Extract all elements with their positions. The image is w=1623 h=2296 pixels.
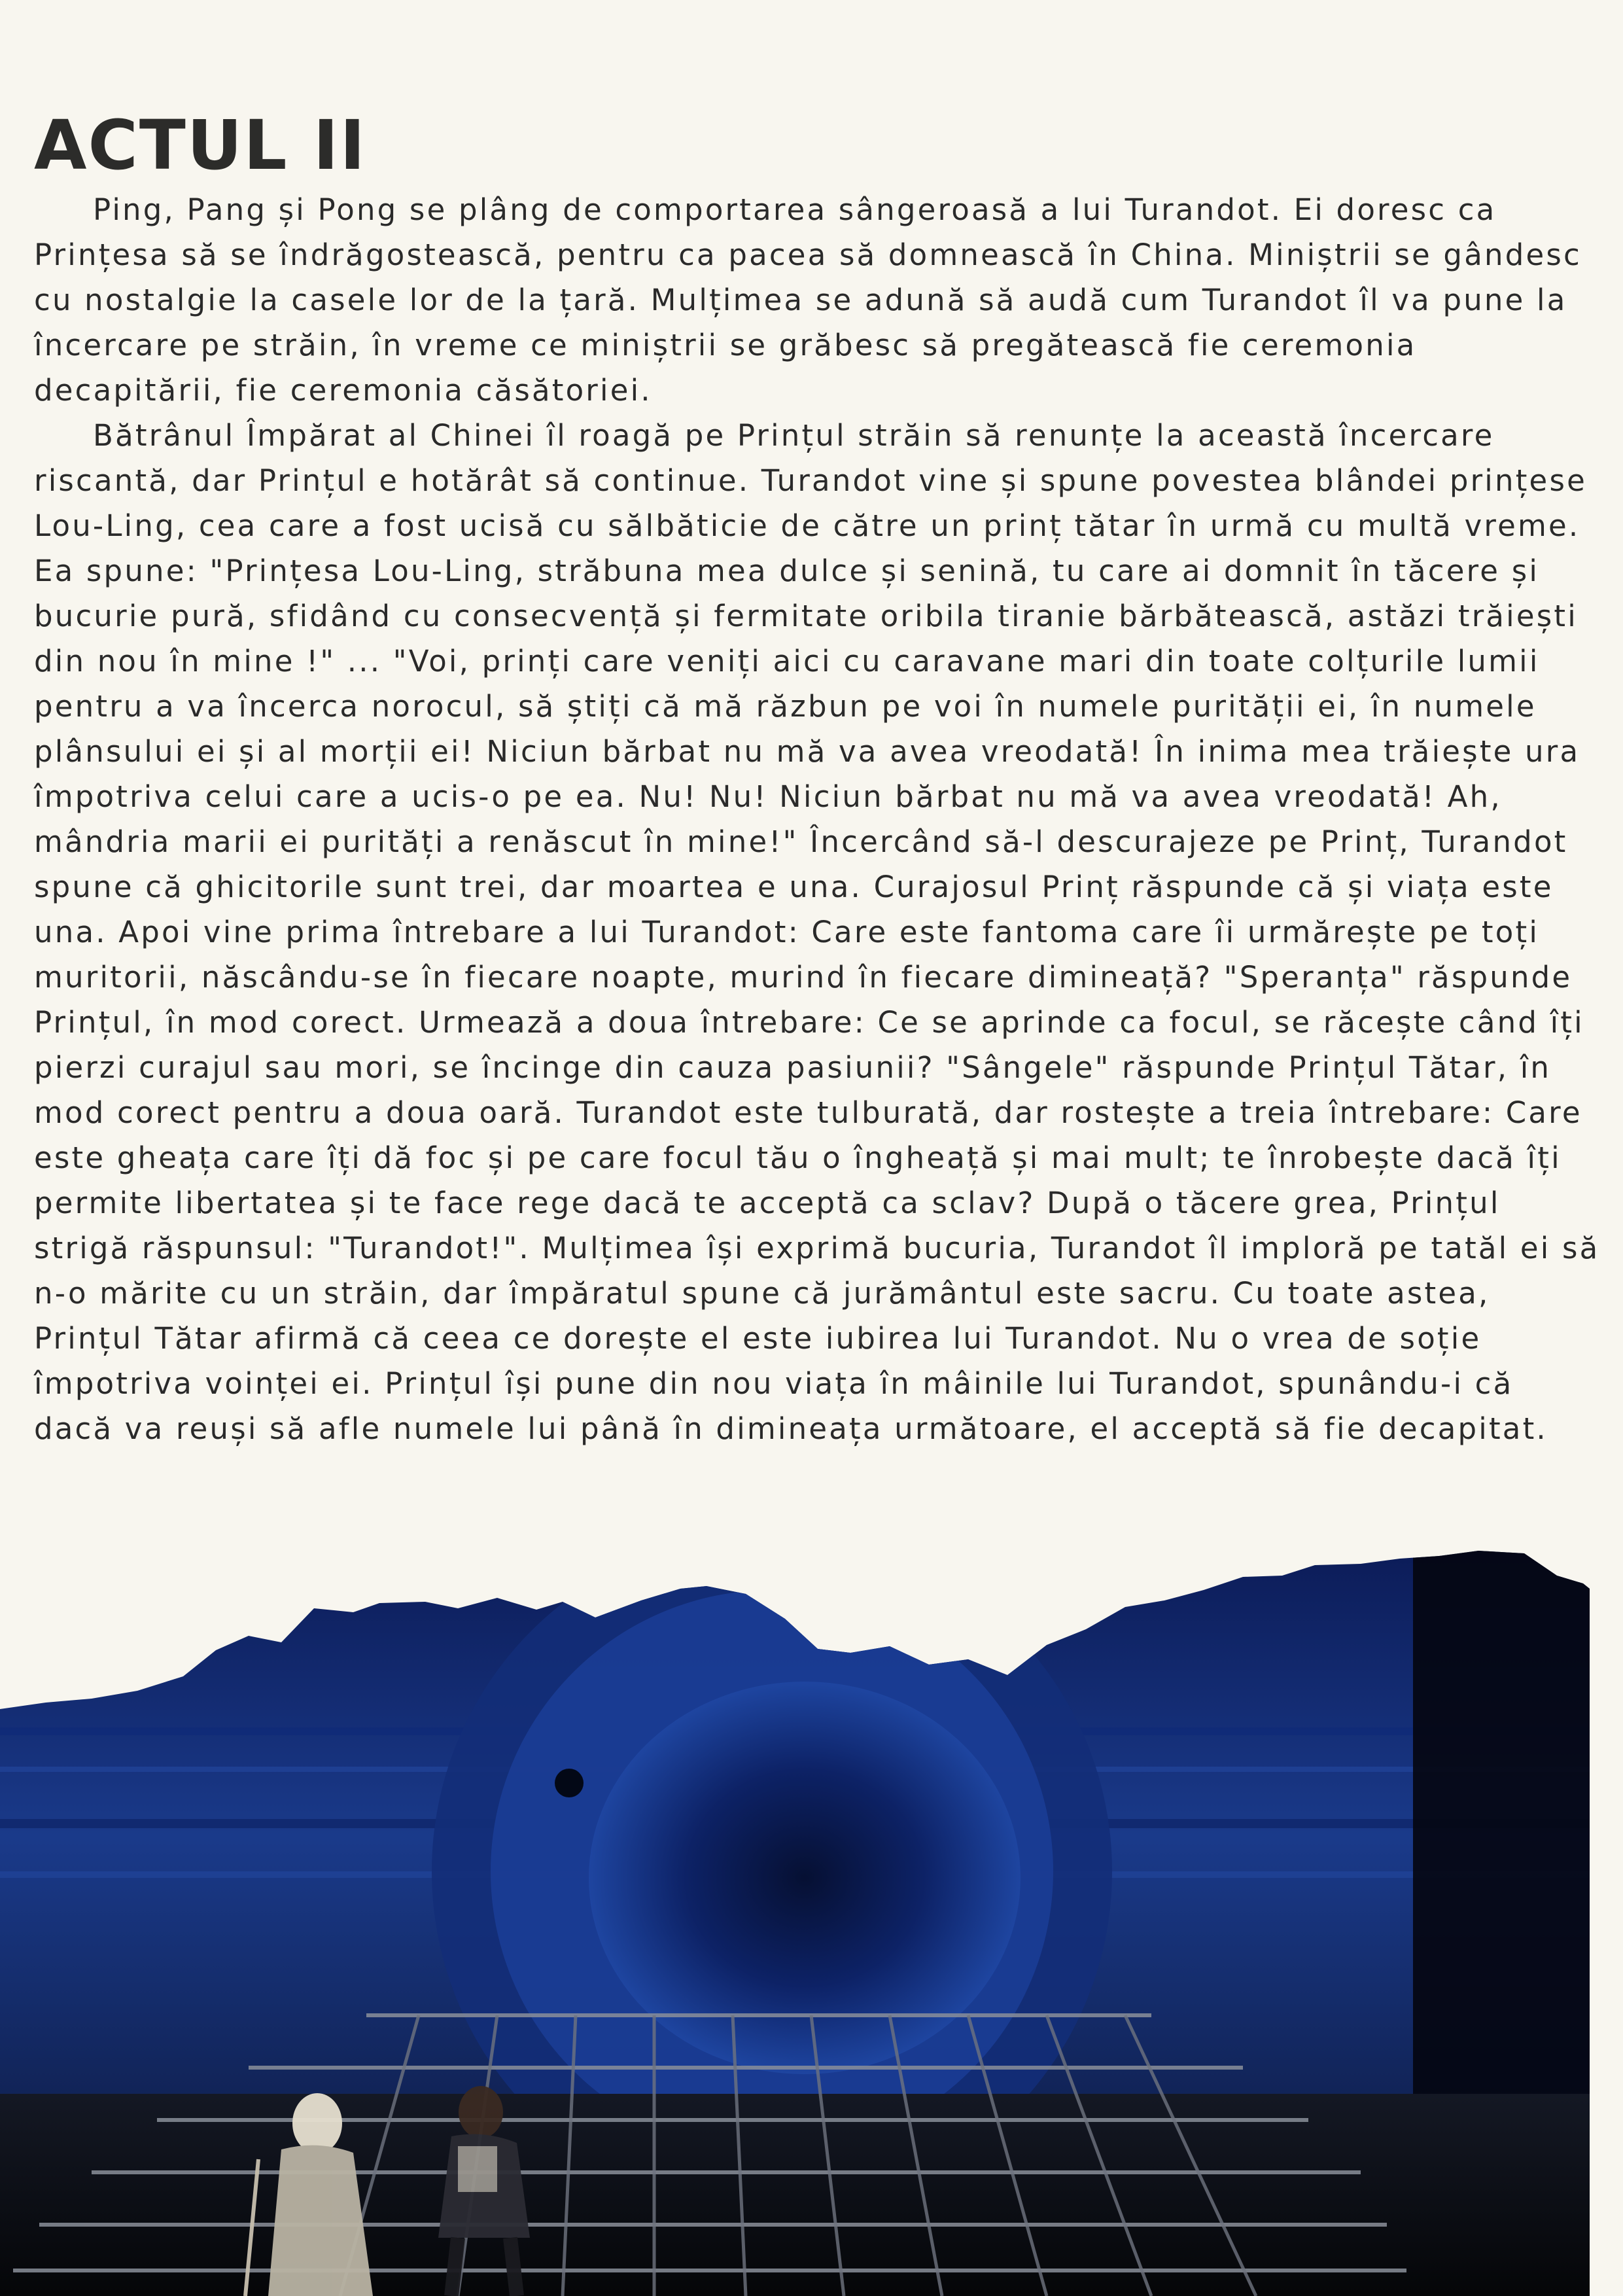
- stage-photo: [0, 1531, 1623, 2296]
- paragraph-2: Bătrânul Împărat al Chinei îl roagă pe Prințul străin să renunțe la această încercare riscantă, dar Prințul e hotărât să continue. Turandot vine și spune povestea blândei prințese Lou-Ling, cea care a fost ucisă cu sălbăticie de către un prinț tătar în urmă cu multă vreme. Ea spune: "Prințesa Lou-Ling, străbuna mea dulce și senină, tu care ai domnit în tăcere și bucurie pură, sfidând cu consecvență și fermitate oribila tiranie bărbătească, astăzi trăiești din nou în mine !" ... "Voi, prinți care veniți aici cu caravane mari din toate colțurile lumii pentru a va încerca norocul, să știți că mă răzbun pe voi în numele purității ei, în numele plânsului ei și al morții ei! Niciun bărbat nu mă va avea vreodată! În inima mea trăiește ura împotriva celui care a ucis-o pe ea. Nu! Nu! Niciun bărbat nu mă va avea vreodată! Ah, mândria marii ei purități a renăscut în mine!" Încercând să-l descurajeze pe Prinț, Turandot spune că ghicitorile sunt trei, dar moartea e una. Curajosul Prinț răspunde că și viața este una. Apoi vine prima întrebare a lui Turandot: Care este fantoma care îi urmărește pe toți muritorii, născându-se în fiecare noapte, murind în fiecare dimineață? "Speranța" răspunde Prințul, în mod corect. Urmează a doua întrebare: Ce se aprinde ca focul, se răcește când îți pierzi curajul sau mori, se încinge din cauza pasiunii? "Sângele" răspunde Prințul Tătar, în mod corect pentru a doua oară. Turandot este tulburată, dar rostește a treia întrebare: Care este gheața care îți dă foc și pe care focul tău o îngheață și mai mult; te înrobește dacă îți permite libertatea și te face rege dacă te acceptă ca sclav? După o tăcere grea, Prințul strigă răspunsul: "Turandot!". Mulțimea își exprimă bucuria, Turandot îl imploră pe tatăl ei să n-o mărite cu un străin, dar împăratul spune că jurământul este sacru. Cu toate astea, Prințul Tătar afirmă că ceea ce dorește el este iubirea lui Turandot. Nu o vrea de soție împotriva voinței ei. Prințul își pune din nou viața în mâinile lui Turandot, spunându-i că dacă va reuși să afle numele lui până în dimineața următoare, el acceptă să fie decapitat.: [34, 418, 1600, 1446]
- stage-photo-image: [0, 1531, 1623, 2296]
- body-text: [34, 187, 1604, 1451]
- page-title: ACTUL II: [34, 105, 367, 185]
- paragraph-1: Ping, Pang și Pong se plâng de comportarea sângeroasă a lui Turandot. Ei doresc ca Prințesa să se îndrăgostească, pentru ca pacea să domnească în China. Miniștrii se gândesc cu nostalgie la casele lor de la țară. Mulțimea se adună să audă cum Turandot îl va pune la încercare pe străin, în vreme ce miniștrii se grăbesc să pregătească fie ceremonia decapitării, fie ceremonia căsătoriei.: [34, 192, 1582, 408]
